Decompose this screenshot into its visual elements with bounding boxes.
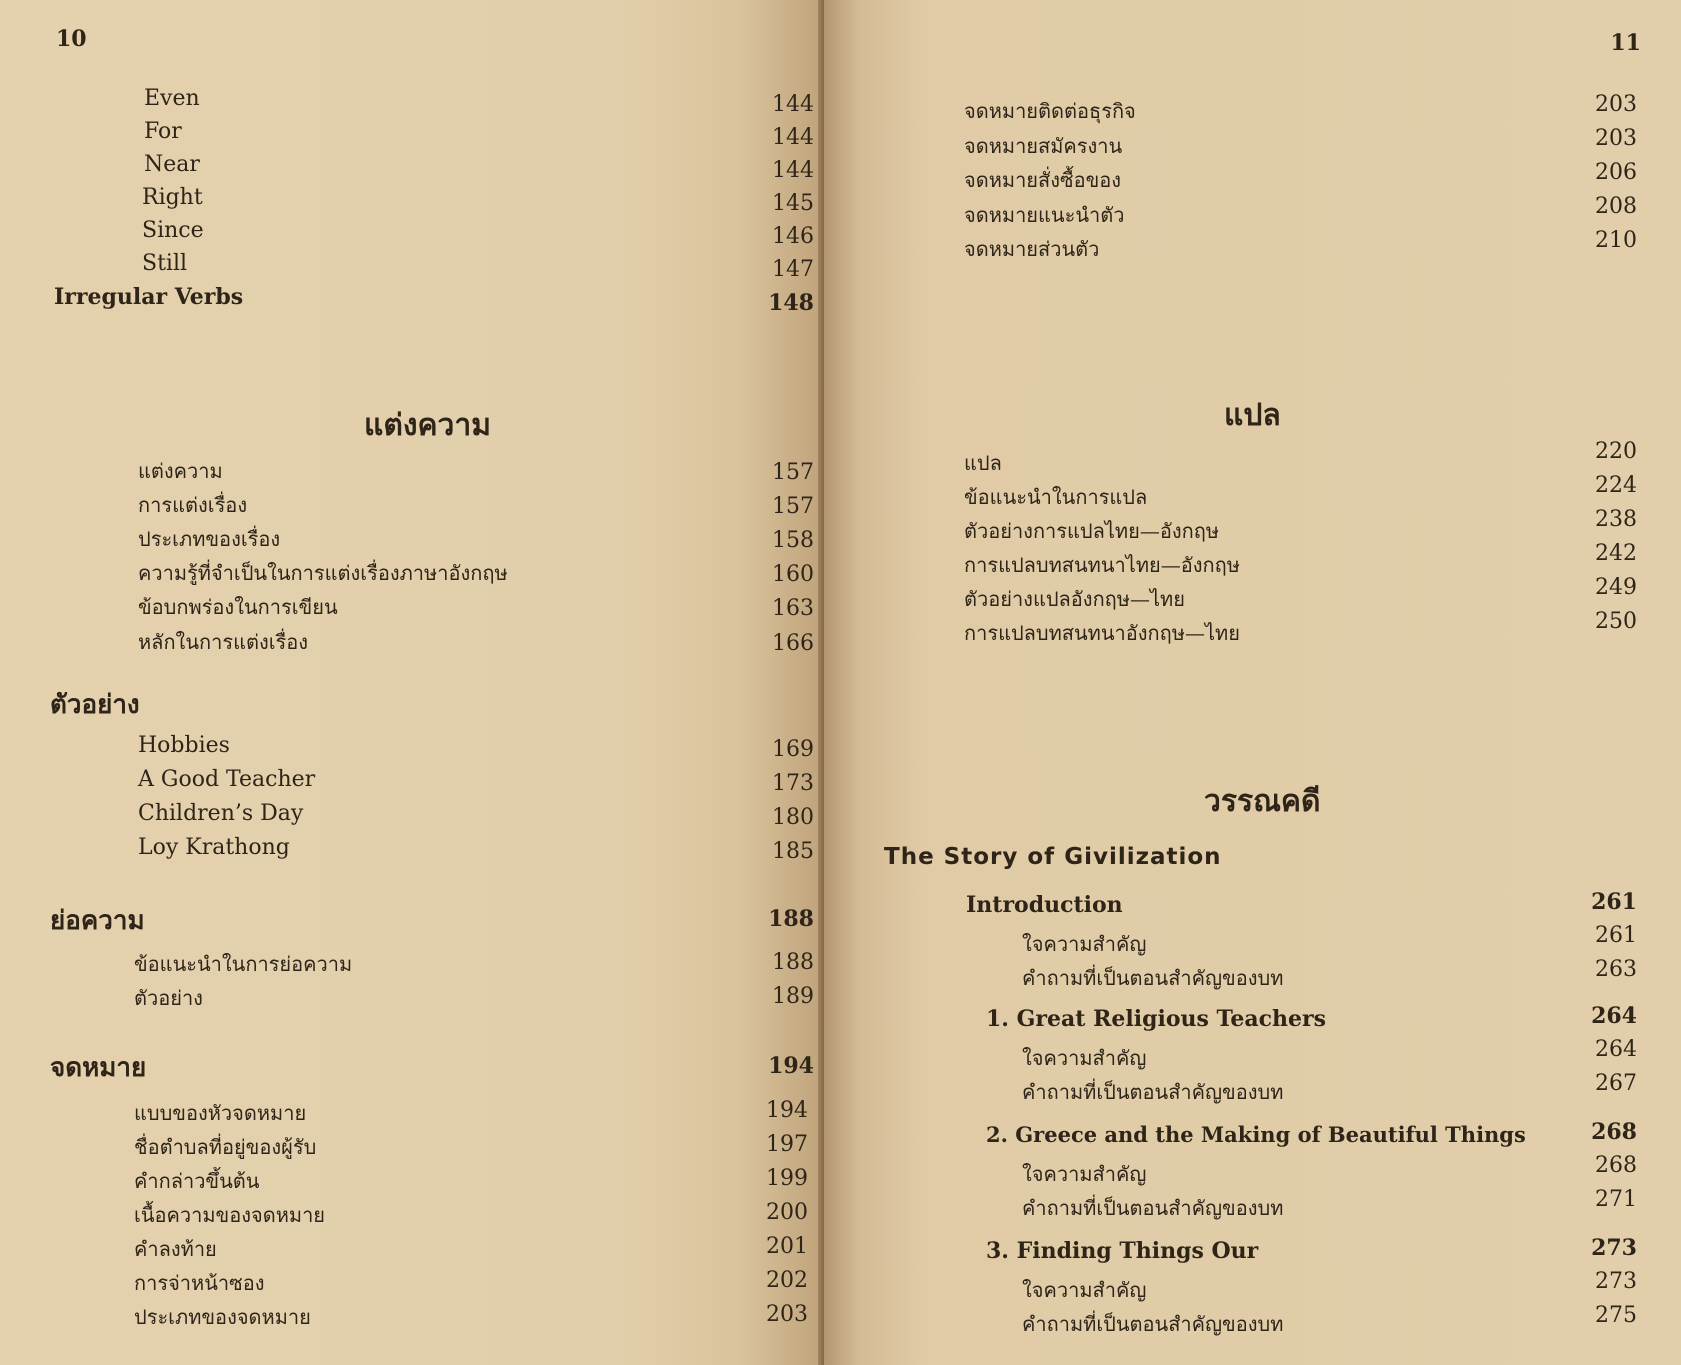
toc-entry: Even (144, 86, 200, 111)
toc-entry: หลักในการแต่งเรื่อง (138, 630, 309, 654)
toc-page: 267 (1595, 1071, 1637, 1096)
toc-entry: คำถามที่เป็นตอนสำคัญของบท (1022, 1080, 1284, 1104)
toc-page: 208 (1595, 194, 1637, 219)
toc-page: 145 (772, 191, 814, 216)
toc-entry: Still (142, 251, 188, 276)
toc-page: 144 (772, 158, 814, 183)
toc-entry: เนื้อความของจดหมาย (134, 1203, 326, 1227)
toc-page: 224 (1595, 473, 1637, 498)
toc-page: 220 (1595, 439, 1637, 464)
toc-page: 206 (1595, 160, 1637, 185)
toc-entry-bold: 2. Greece and the Making of Beautiful Things (986, 1122, 1526, 1147)
toc-page: 185 (772, 839, 814, 864)
toc-page: 263 (1595, 957, 1637, 982)
toc-entry: จดหมายสั่งซื้อของ (964, 168, 1122, 192)
toc-page: 166 (772, 631, 814, 656)
toc-page: 160 (772, 562, 814, 587)
toc-entry: ข้อแนะนำในการย่อความ (134, 952, 353, 976)
toc-page: 271 (1595, 1187, 1637, 1212)
toc-page: 203 (1595, 92, 1637, 117)
toc-page: 200 (766, 1200, 808, 1225)
section-page: 194 (768, 1053, 814, 1079)
toc-page: 202 (766, 1268, 808, 1293)
toc-entry: คำลงท้าย (134, 1237, 217, 1261)
toc-entry: จดหมายส่วนตัว (964, 237, 1100, 261)
section-title: วรรณคดี (1204, 784, 1321, 819)
toc-entry: ตัวอย่าง (134, 986, 203, 1010)
toc-page: 210 (1595, 228, 1637, 253)
toc-page: 144 (772, 92, 814, 117)
page-number-right: 11 (1610, 30, 1641, 56)
toc-page: 250 (1595, 609, 1637, 634)
toc-entry: ใจความสำคัญ (1022, 1278, 1147, 1302)
toc-entry: ตัวอย่างแปลอังกฤษ—ไทย (964, 587, 1185, 611)
toc-page: 163 (772, 596, 814, 621)
toc-page: 157 (772, 494, 814, 519)
toc-page: 146 (772, 224, 814, 249)
toc-entry: Since (142, 218, 204, 243)
toc-entry: คำถามที่เป็นตอนสำคัญของบท (1022, 1196, 1284, 1220)
toc-entry: A Good Teacher (138, 767, 316, 792)
section-title: ตัวอย่าง (50, 690, 140, 720)
toc-entry: แบบของหัวจดหมาย (134, 1101, 307, 1125)
toc-entry: คำถามที่เป็นตอนสำคัญของบท (1022, 1312, 1284, 1336)
toc-entry-bold: 3. Finding Things Our (986, 1238, 1259, 1264)
toc-entry: ข้อแนะนำในการแปล (964, 485, 1148, 509)
toc-entry: ชื่อตำบลที่อยู่ของผู้รับ (134, 1135, 317, 1159)
section-title: แต่งความ (364, 408, 492, 443)
toc-entry: Hobbies (138, 733, 230, 758)
toc-page: 273 (1591, 1235, 1637, 1261)
toc-page: 238 (1595, 507, 1637, 532)
toc-page: 189 (772, 984, 814, 1009)
page-number-left: 10 (56, 26, 87, 52)
toc-entry: คำกล่าวขึ้นต้น (134, 1169, 260, 1193)
section-title: ย่อความ (50, 906, 145, 936)
toc-page: 194 (766, 1098, 808, 1123)
toc-page: 188 (772, 950, 814, 975)
toc-entry: ประเภทของเรื่อง (138, 527, 281, 551)
toc-page: 144 (772, 125, 814, 150)
left-page (0, 0, 824, 1365)
toc-entry: การแต่งเรื่อง (138, 493, 248, 517)
toc-entry: Near (144, 152, 200, 177)
toc-entry: การแปลบทสนทนาอังกฤษ—ไทย (964, 621, 1240, 645)
toc-entry: คำถามที่เป็นตอนสำคัญของบท (1022, 966, 1284, 990)
toc-entry: Right (142, 185, 203, 210)
toc-page: 203 (1595, 126, 1637, 151)
toc-entry: ใจความสำคัญ (1022, 1046, 1147, 1070)
toc-page: 157 (772, 460, 814, 485)
toc-page: 158 (772, 528, 814, 553)
section-page: 188 (768, 906, 814, 932)
toc-entry: จดหมายติดต่อธุรกิจ (964, 99, 1136, 123)
toc-page: 268 (1595, 1153, 1637, 1178)
toc-page: 242 (1595, 541, 1637, 566)
toc-entry: จดหมายแนะนำตัว (964, 203, 1125, 227)
toc-page: 147 (772, 257, 814, 282)
right-page (824, 0, 1681, 1365)
toc-entry: Children’s Day (138, 801, 304, 826)
section-subtitle: The Story of Givilization (884, 844, 1222, 870)
toc-page: 203 (766, 1302, 808, 1327)
toc-page: 199 (766, 1166, 808, 1191)
toc-page: 264 (1591, 1003, 1637, 1029)
toc-page: 261 (1591, 889, 1637, 915)
toc-page: 268 (1591, 1119, 1637, 1145)
toc-entry-bold: Introduction (966, 892, 1123, 918)
toc-entry: จดหมายสมัครงาน (964, 134, 1123, 158)
toc-page: 261 (1595, 923, 1637, 948)
toc-entry: การจ่าหน้าซอง (134, 1271, 265, 1295)
toc-page: 201 (766, 1234, 808, 1259)
toc-page: 273 (1595, 1269, 1637, 1294)
toc-entry: แต่งความ (138, 459, 223, 483)
toc-entry: ใจความสำคัญ (1022, 1162, 1147, 1186)
toc-entry: Loy Krathong (138, 835, 290, 860)
toc-entry-bold: Irregular Verbs (54, 284, 244, 310)
toc-page: 169 (772, 737, 814, 762)
section-title: จดหมาย (50, 1053, 147, 1083)
toc-entry: แปล (964, 451, 1002, 475)
toc-entry: ข้อบกพร่องในการเขียน (138, 595, 338, 619)
toc-page: 197 (766, 1132, 808, 1157)
toc-entry: ความรู้ที่จำเป็นในการแต่งเรื่องภาษาอังกฤษ (138, 561, 508, 585)
toc-page: 148 (768, 290, 814, 316)
section-title: แปล (1224, 398, 1281, 433)
toc-page: 275 (1595, 1303, 1637, 1328)
toc-page: 180 (772, 805, 814, 830)
toc-page: 264 (1595, 1037, 1637, 1062)
toc-entry: การแปลบทสนทนาไทย—อังกฤษ (964, 553, 1240, 577)
toc-page: 173 (772, 771, 814, 796)
toc-entry: ประเภทของจดหมาย (134, 1305, 311, 1329)
toc-entry: ใจความสำคัญ (1022, 932, 1147, 956)
toc-entry: ตัวอย่างการแปลไทย—อังกฤษ (964, 519, 1220, 543)
toc-entry-bold: 1. Great Religious Teachers (986, 1006, 1326, 1032)
toc-entry: For (144, 119, 182, 144)
toc-page: 249 (1595, 575, 1637, 600)
